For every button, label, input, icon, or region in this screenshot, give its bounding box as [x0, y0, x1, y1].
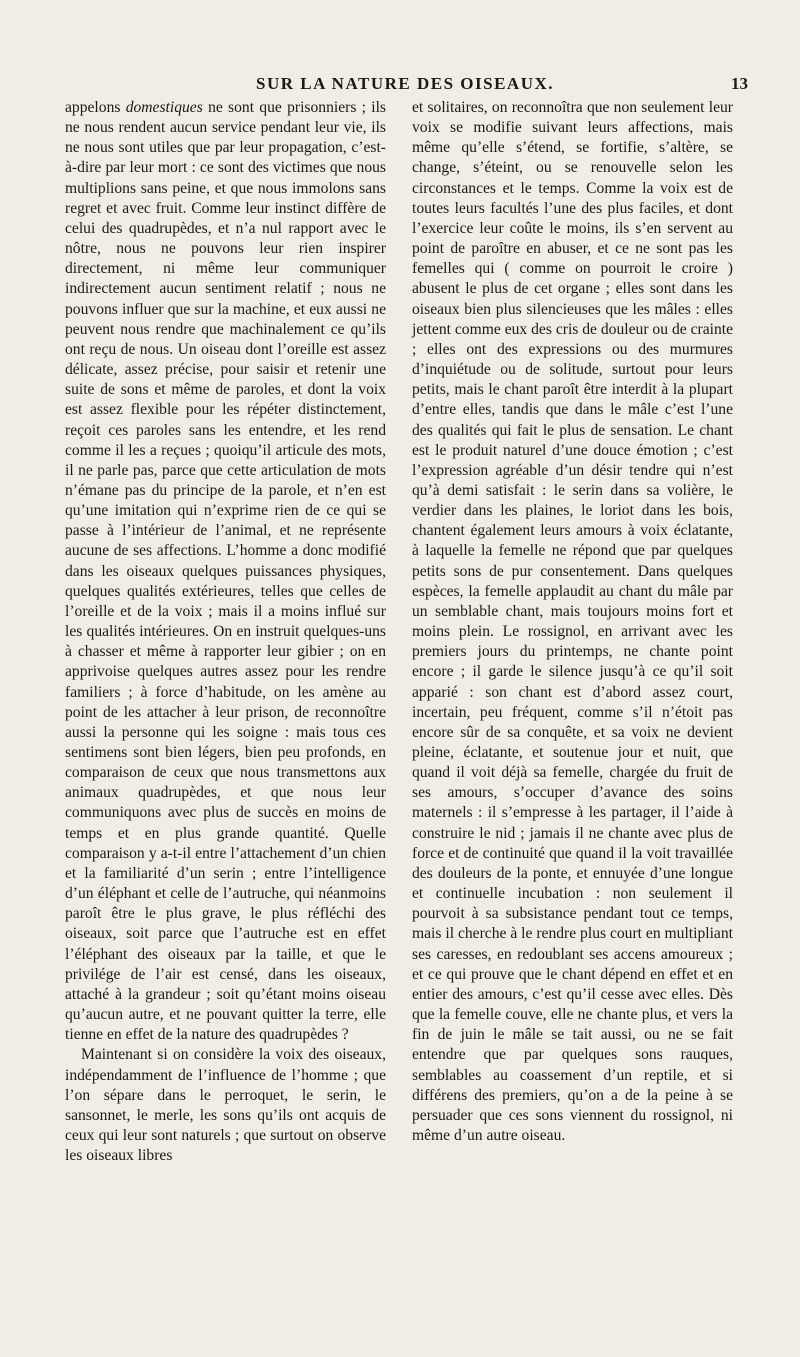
- page-number: 13: [731, 74, 748, 93]
- right-column: [412, 98, 733, 1146]
- left-column: [65, 98, 386, 1166]
- left-paragraph-2: Maintenant si on considère la voix des oiseaux, indépendamment de l’influence de l’homme ; que l’on sépare dans le perroquet, le serin, le sansonnet, le merle, les sons qu’ils ont acquis de ceux qui leur sont naturels ; que surtout on observe les oiseaux libres: [65, 1046, 386, 1165]
- emphasized-word: domestiques: [125, 99, 203, 116]
- left-paragraph-1-body: ne sont que prisonniers ; ils ne nous rendent aucun service pendant leur vie, ils ne nous sont utiles que par leur propagation, c’est-à-dire par leur mort : ce sont des victimes que nous multiplions sans peine, et que nous immolons sans regret et avec fruit. Comme leur instinct diffère de celui des quadrupèdes, et n’a nul rapport avec le nôtre, nous ne pouvons leur rien inspirer directement, ni même leur communiquer indirectement aucun sentiment relatif ; nous ne pouvons influer que sur la machine, et eux aussi ne peuvent nous rendre que machinalement ce qu’ils ont reçu de nous. Un oiseau dont l’oreille est assez délicate, assez précise, pour saisir et retenir une suite de sons et même de paroles, et dont la voix est assez flexible pour les répéter distinctement, reçoit ces paroles sans les entendre, et les rend comme il les a reçues ; quoiqu’il articule des mots, il ne parle pas, parce que cette articulation de mots n’émane pas du principe de la parole, et n’en est qu’une imitation qui n’exprime rien de ce qui se passe à l’intérieur de l’animal, et ne représente aucune de ses affections. L’homme a donc modifié dans les oiseaux quelques puissances physiques, quelques qualités extérieures, telles que celles de l’oreille et de la voix ; mais il a moins influé sur les qualités intérieures. On en instruit quelques-uns à chasser et même à rapporter leur gibier ; on en apprivoise quelques autres assez pour les rendre familiers ; à force d’habitude, on les amène au point de les attacher à leur prison, de reconnoître aussi la personne qui les soigne : mais tous ces sentimens sont bien légers, bien peu profonds, en comparaison de ceux que nous transmettons aux animaux quadrupèdes, et que nous leur communiquons avec plus de succès en moins de temps et en plus grande quantité. Quelle comparaison y a-t-il entre l’attachement d’un chien et la familiarité d’un serin ; entre l’intelligence d’un éléphant et celle de l’autruche, qui néanmoins paroît être le plus grave, le plus réfléchi des oiseaux, soit parce que l’autruche est en effet l’éléphant des oiseaux par la taille, et que le privilége de l’air est censé, dans les oiseaux, attaché à la grandeur ; soit qu’étant moins oiseau qu’aucun autre, et ne pouvant quitter la terre, elle tienne en effet de la nature des quadrupèdes ?: [65, 99, 386, 1044]
- running-head: [60, 74, 750, 98]
- left-paragraph-1-lead: appelons: [65, 99, 126, 116]
- left-paragraph-1: [65, 98, 386, 1045]
- right-paragraph-1: et solitaires, on reconnoîtra que non seulement leur voix se modifie suivant leurs affections, mais même qu’elle s’étend, se fortifie, s’altère, se change, s’éteint, ou se renouvelle selon les circonstances et le temps. Comme la voix est de toutes leurs facultés l’une des plus faciles, et dont l’exercice leur coûte le moins, ils s’en servent au point de paroître en abuser, et ce ne sont pas les femelles qui ( comme on pourroit le croire ) abusent le plus de cet organe ; elles sont dans les oiseaux bien plus silencieuses que les mâles : elles jettent comme eux des cris de douleur ou de crainte ; elles ont des expressions ou des murmures d’inquiétude ou de solitude, surtout pour leurs petits, mais le chant paroît être interdit à la plupart d’entre elles, tandis que dans le mâle c’est l’une des qualités qui fait le plus de sensation. Le chant est le produit naturel d’une douce émotion ; c’est l’expression agréable d’un désir tendre qui n’est qu’à demi satisfait : le serin dans sa volière, le verdier dans les plaines, le loriot dans les bois, chantent également leurs amours à voix éclatante, à laquelle la femelle ne répond que par quelques petits sons de pur consentement. Dans quelques espèces, la femelle applaudit au chant du mâle par un semblable chant, mais toujours moins fort et moins plein. Le rossignol, en arrivant avec les premiers jours du printemps, ne chante point encore ; il garde le silence jusqu’à ce qu’il soit apparié : son chant est d’abord assez court, incertain, peu fréquent, comme s’il n’étoit pas encore sûr de sa conquête, et sa voix ne devient pleine, éclatante, et soutenue jour et nuit, que quand il voit déjà sa femelle, chargée du fruit de ses amours, s’occuper d’avance des soins maternels : il s’empresse à les partager, il l’aide à construire le nid ; jamais il ne chante avec plus de force et de continuité que quand il la voit travaillée des douleurs de la ponte, et ennuyée d’une longue et continuelle incubation : non seulement il pourvoit à sa subsistance pendant tout ce temps, mais il cherche à le rendre plus court en multipliant ses caresses, en redoublant ses accens amoureux ; et ce qui prouve que le chant dépend en effet et en entier des amours, c’est qu’il cesse avec elles. Dès que la femelle couve, elle ne chante plus, et vers la fin de juin le mâle se tait aussi, ou ne se fait entendre que par quelques sons rauques, semblables au coassement d’un reptile, et si différens des premiers, qu’on a de la peine à se persuader que ces sons viennent du rossignol, ni même d’un autre oiseau.: [412, 99, 733, 1144]
- running-title: SUR LA NATURE DES OISEAUX.: [256, 74, 554, 93]
